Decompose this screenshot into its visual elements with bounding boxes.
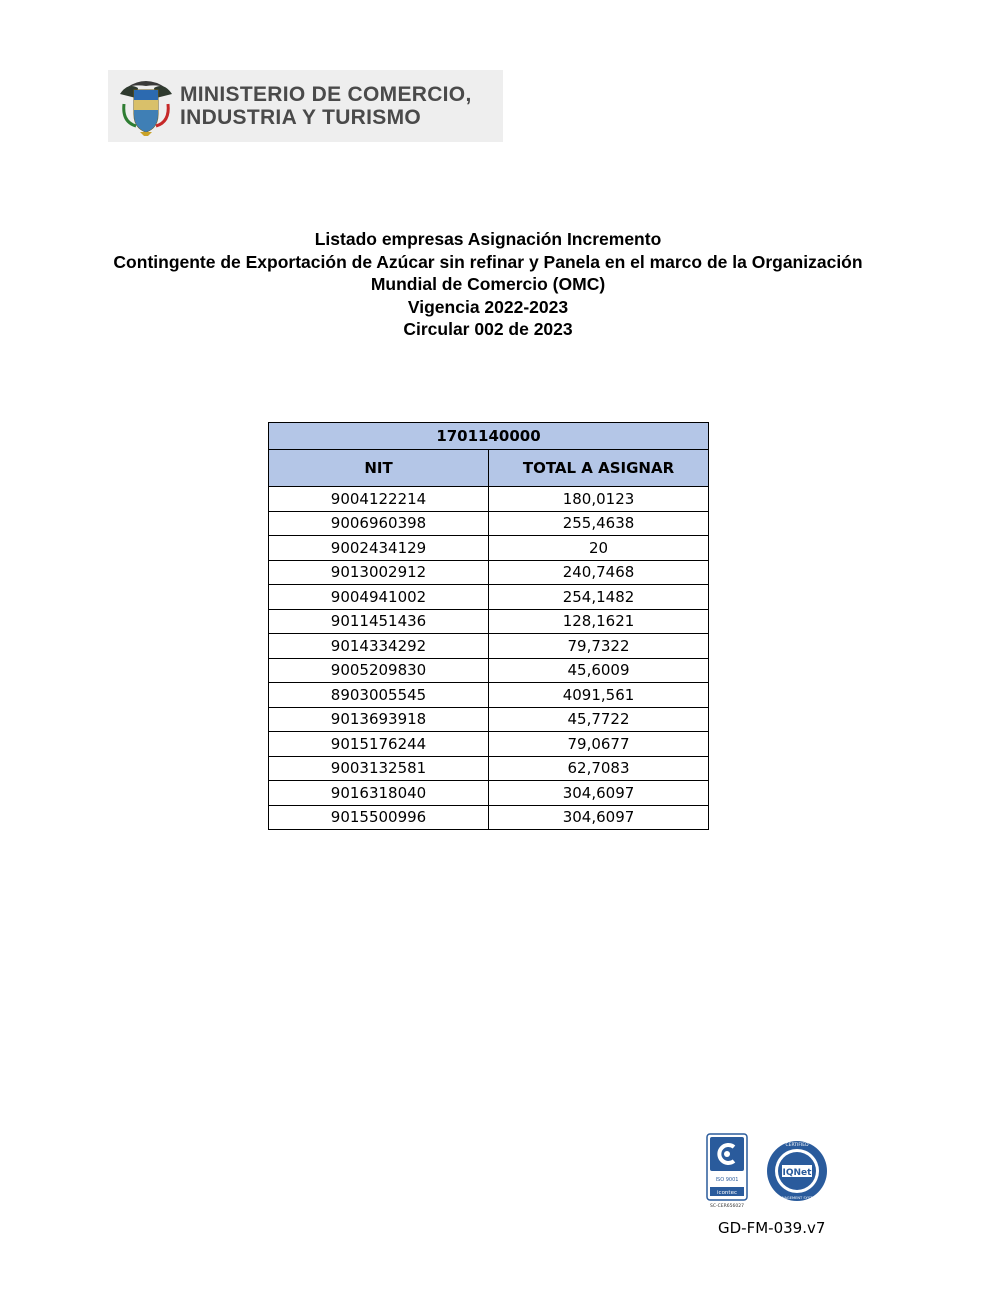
form-code: GD-FM-039.v7 (718, 1219, 826, 1237)
nit-cell: 9015500996 (269, 805, 489, 830)
table-row (269, 634, 709, 659)
allocation-table (268, 422, 709, 830)
total-cell: 240,7468 (489, 560, 709, 585)
total-cell: 304,6097 (489, 805, 709, 830)
total-cell: 62,7083 (489, 756, 709, 781)
table-row (269, 683, 709, 708)
icontec-iso-9001-icon (707, 1134, 747, 1209)
nit-cell: 9016318040 (269, 781, 489, 806)
table-row (269, 560, 709, 585)
nit-cell: 8903005545 (269, 683, 489, 708)
ministry-line-2: INDUSTRIA Y TURISMO (180, 106, 421, 129)
title-line-3: Mundial de Comercio (OMC) (370, 274, 606, 294)
iqnet-label: IQNet (782, 1168, 812, 1178)
table-row (269, 781, 709, 806)
ministry-name (180, 83, 472, 129)
nit-cell: 9002434129 (269, 536, 489, 561)
document-title (0, 228, 976, 341)
table-row (269, 732, 709, 757)
table-row (269, 585, 709, 610)
total-cell: 79,0677 (489, 732, 709, 757)
ministry-logo (108, 70, 503, 142)
icontec-cert-number: SC-CER656027 (710, 1204, 744, 1209)
nit-cell: 9006960398 (269, 511, 489, 536)
nit-cell: 9013002912 (269, 560, 489, 585)
tariff-code-header: 1701140000 (269, 423, 709, 450)
iqnet-icon (767, 1141, 827, 1201)
title-line-4: Vigencia 2022-2023 (407, 296, 569, 317)
title-line-1: Listado empresas Asignación Incremento (314, 229, 662, 249)
iqnet-ring-bottom: MANAGEMENT SYSTEM (776, 1196, 818, 1200)
table-row (269, 707, 709, 732)
title-line-2: Contingente de Exportación de Azúcar sin refinar y Panela en el marco de la Organización (113, 251, 863, 272)
total-cell: 45,7722 (489, 707, 709, 732)
total-cell: 254,1482 (489, 585, 709, 610)
table-row (269, 511, 709, 536)
nit-cell: 9003132581 (269, 756, 489, 781)
iqnet-ring-top: CERTIFIED (785, 1143, 809, 1148)
total-cell: 304,6097 (489, 781, 709, 806)
nit-cell: 9015176244 (269, 732, 489, 757)
certification-logos (706, 1133, 830, 1211)
nit-cell: 9005209830 (269, 658, 489, 683)
total-cell: 128,1621 (489, 609, 709, 634)
table-row (269, 487, 709, 512)
nit-cell: 9013693918 (269, 707, 489, 732)
total-cell: 79,7322 (489, 634, 709, 659)
total-cell: 4091,561 (489, 683, 709, 708)
table-row (269, 805, 709, 830)
ministry-line-1: MINISTERIO DE COMERCIO, (180, 83, 472, 106)
column-header-total: TOTAL A ASIGNAR (489, 450, 709, 487)
table-row (269, 609, 709, 634)
total-cell: 45,6009 (489, 658, 709, 683)
total-cell: 180,0123 (489, 487, 709, 512)
nit-cell: 9014334292 (269, 634, 489, 659)
coat-of-arms-icon (118, 74, 174, 138)
column-header-nit: NIT (269, 450, 489, 487)
table-row (269, 536, 709, 561)
nit-cell: 9004122214 (269, 487, 489, 512)
total-cell: 255,4638 (489, 511, 709, 536)
total-cell: 20 (489, 536, 709, 561)
title-line-5: Circular 002 de 2023 (403, 319, 573, 339)
iso-label: ISO 9001 (715, 1177, 739, 1183)
table-row (269, 756, 709, 781)
nit-cell: 9004941002 (269, 585, 489, 610)
icontec-brand: icontec (717, 1190, 737, 1196)
table-row (269, 658, 709, 683)
nit-cell: 9011451436 (269, 609, 489, 634)
